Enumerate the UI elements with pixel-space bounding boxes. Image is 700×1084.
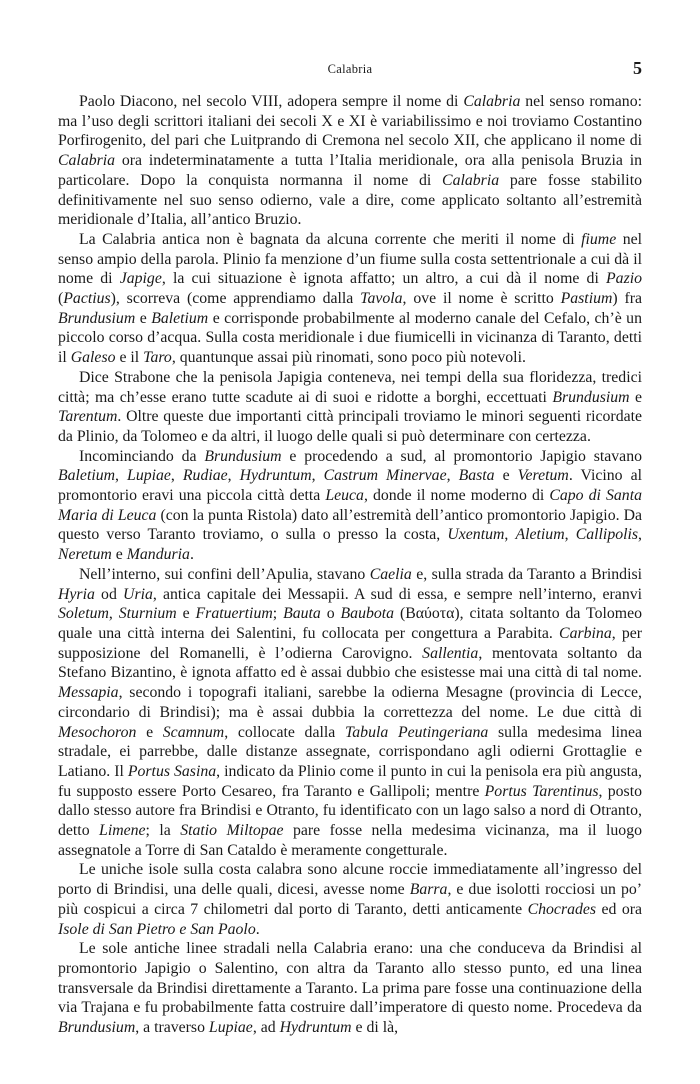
running-title: Calabria — [327, 62, 373, 76]
paragraph: Le sole antiche linee stradali nella Calabria erano: una che conduceva da Brindisi al promontorio Japigio o Salentino, con altra da Taranto allo stesso punto, ed una linea transversale da Brindisi direttamente a Taranto. La prima pare fosse una continuazione della via Trajana e fu probabilmente fatta costruire dall’imperatore di questo nome. Procedeva da Brundusium, a traverso Lupiae, ad Hydruntum e di là, — [58, 940, 642, 1037]
paragraph: Nell’interno, sui confini dell’Apulia, stavano Caelia e, sulla strada da Taranto a Brindisi Hyria od Uria, antica capitale dei Messapii. A sud di essa, e sempre nell’interno, eranvi Soletum, Sturnium e Fratuertium; Bauta o Baubota (Βαύοτα), citata soltanto da Tolomeo quale una città interna dei Salentini, fu collocata per congettura a Parabita. Carbina, per supposizione del Romanelli, è l’odierna Carovigno. Sallentia, mentovata soltanto da Stefano Bizantino, è ignota affatto ed è assai dubbio che esistesse mai una città di tal nome. Messapia, secondo i topografi italiani, sarebbe la odierna Mesagne (provincia di Lecce, circondario di Brindisi); ma è assai dubbia la correttezza del nome. Le due città di Mesochoron e Scamnum, collocate dalla Tabula Peutingeriana sulla medesima linea stradale, ei parrebbe, dalle distanze assegnate, corrispondano agli odierni Grottaglie e Latiano. Il Portus Sasina, indicato da Plinio come il punto in cui la penisola era più angusta, fu supposto essere Porto Cesareo, fra Taranto e Gallipoli; mentre Portus Tarentinus, posto dallo stesso autore fra Brindisi e Otranto, fu identificato con un lago salso a nord di Otranto, detto Limene; la Statio Miltopae pare fosse nella medesima vicinanza, ma il luogo assegnatole a Torre di San Cataldo è meramente congetturale. — [58, 565, 642, 859]
paragraph: La Calabria antica non è bagnata da alcuna corrente che meriti il nome di fiume nel senso ampio della parola. Plinio fa menzione d’un fiume sulla costa settentrionale a cui dà il nome di Japige, la cui situazione è ignota affatto; un altro, a cui dà il nome di Pazio (Pactius), scorreva (come apprendiamo dalla Tavola, ove il nome è scritto Pastium) fra Brundusium e Baletium e corrisponde probabilmente al moderno canale del Cefalo, ch’è un piccolo corso d’acqua. Sulla costa meridionale i due fiumicelli in vicinanza di Taranto, detti il Galeso e il Taro, quantunque assai più rinomati, sono poco più notevoli. — [58, 230, 643, 367]
paragraph: Le uniche isole sulla costa calabra sono alcune roccie immediatamente all’ingresso del porto di Brindisi, una delle quali, dicesi, avesse nome Barra, e due isolotti rocciosi un po’ più cospicui a circa 7 chilometri dal porto di Taranto, detti anticamente Chocrades ed ora Isole di San Pietro e San Paolo. — [58, 861, 643, 938]
page-number: 5 — [633, 58, 642, 78]
running-head — [58, 58, 642, 82]
paragraph: Paolo Diacono, nel secolo VIII, adopera sempre il nome di Calabria nel senso romano: ma l’uso degli scrittori italiani dei secoli X e XI è variabilissimo e noi troviamo Costantino Porfirogenito, del pari che Luitprando di Cremona nel secolo XII, che applicano il nome di Calabria ora indeterminatamente a tutta l’Italia meridionale, ora alla penisola Bruzia in particolare. Dopo la conquista normanna il nome di Calabria pare fosse stabilito definitivamente nel suo senso odierno, vale a dire, come applicato soltanto all’estremità meridionale d’Italia, all’antico Bruzio. — [58, 93, 642, 229]
paragraph: Dice Strabone che la penisola Japigia conteneva, nei tempi della sua floridezza, tredici città; ma ch’esse erano tutte scadute ai di suoi e ridotte a borghi, eccettuati Brundusium e Tarentum. Oltre queste due importanti città principali troviamo le minori seguenti ricordate da Plinio, da Tolomeo e da altri, il luogo delle quali si può determinare con certezza. — [58, 368, 642, 445]
body-text — [58, 92, 642, 1038]
paragraph: Incominciando da Brundusium e procedendo a sud, al promontorio Japigio stavano Baletium, Lupiae, Rudiae, Hydruntum, Castrum Minervae, Basta e Veretum. Vicino al promontorio eravi una piccola città detta Leuca, donde il nome moderno di Capo di Santa Maria di Leuca (con la punta Ristola) dato all’estremità dell’antico promontorio Japigio. Da questo verso Taranto troviamo, o sulla o presso la costa, Uxentum, Aletium, Callipolis, Neretum e Manduria. — [58, 447, 642, 564]
